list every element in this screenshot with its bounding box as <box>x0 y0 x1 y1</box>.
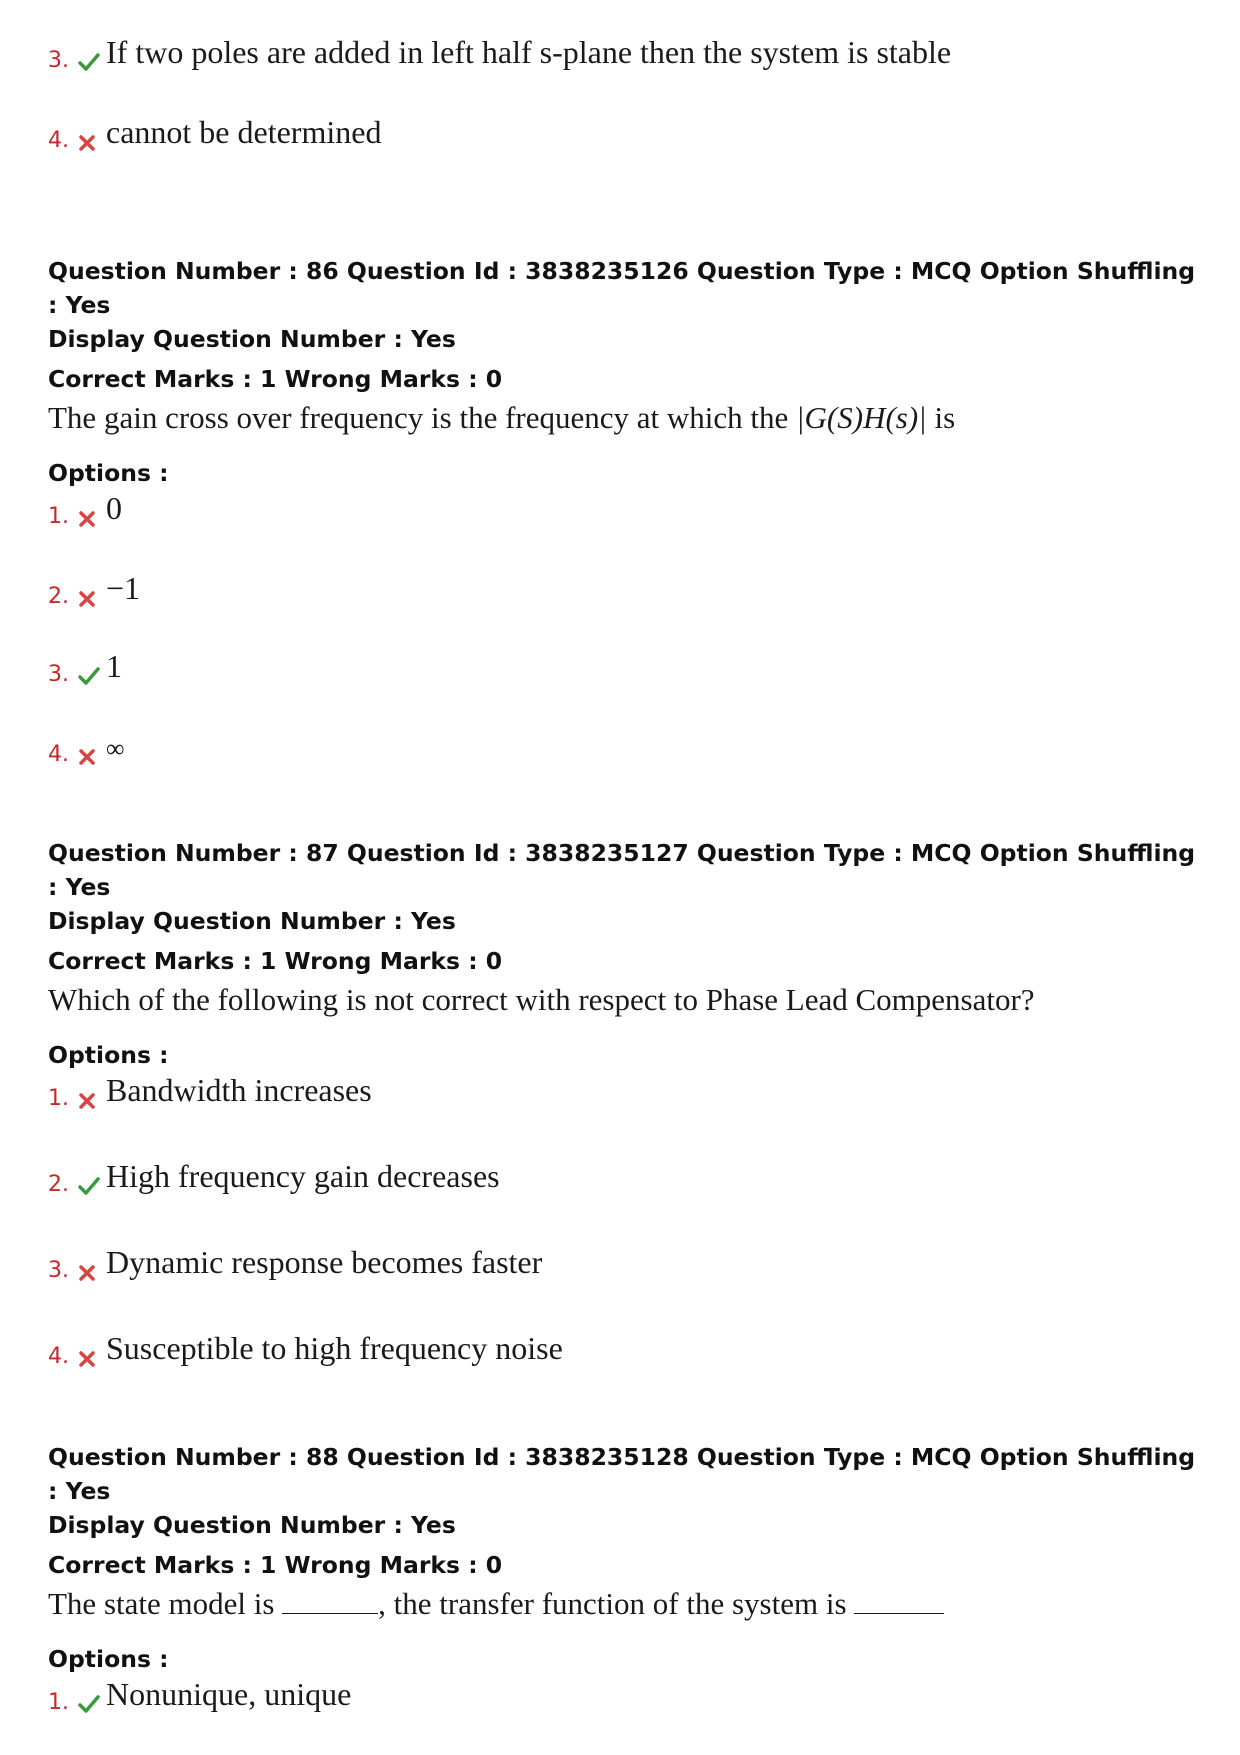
option-number: 3. <box>48 1258 69 1283</box>
question-text: The gain cross over frequency is the frequency at which the |G(S)H(s)| is <box>48 400 956 435</box>
option-row <box>48 110 1198 154</box>
option-text: Dynamic response becomes faster <box>106 1244 543 1280</box>
cross-icon <box>78 1252 106 1282</box>
options-label: Options : <box>48 1041 169 1069</box>
question-marks: Correct Marks : 1 Wrong Marks : 0 <box>48 1551 503 1579</box>
question-86 <box>48 254 1198 768</box>
option-text: 1 <box>106 648 122 684</box>
question-87 <box>48 836 1198 1370</box>
answer-blank <box>282 1587 378 1614</box>
math-expression: |G(S)H(s)| <box>796 400 927 435</box>
option-text: Susceptible to high frequency noise <box>106 1330 563 1366</box>
option-text: ∞ <box>106 734 125 763</box>
option-text: If two poles are added in left half s-plane then the system is stable <box>106 34 952 70</box>
question-display-number: Display Question Number : Yes <box>48 325 456 353</box>
cross-icon <box>78 736 106 766</box>
check-icon <box>78 1684 106 1714</box>
question-meta: Question Number : 88 Question Id : 3838235128 Question Type : MCQ Option Shuffling : Yes <box>48 1443 1196 1505</box>
check-icon <box>78 1166 106 1196</box>
option-text: 0 <box>106 490 122 526</box>
option-row <box>48 1326 1198 1370</box>
cross-icon <box>78 498 106 528</box>
option-row <box>48 1672 1198 1716</box>
option-row <box>48 724 1198 768</box>
prev-question-options <box>48 24 1198 154</box>
question-meta: Question Number : 87 Question Id : 3838235127 Question Type : MCQ Option Shuffling : Yes <box>48 839 1196 901</box>
option-row <box>48 566 1198 610</box>
option-number: 4. <box>48 742 69 767</box>
question-text: The state model is , the transfer function of the system is <box>48 1582 1198 1626</box>
cross-icon <box>78 578 106 608</box>
question-marks: Correct Marks : 1 Wrong Marks : 0 <box>48 947 503 975</box>
option-row <box>48 1068 1198 1112</box>
options-label: Options : <box>48 459 169 487</box>
option-number: 2. <box>48 1172 69 1197</box>
option-number: 4. <box>48 128 69 153</box>
option-row <box>48 644 1198 688</box>
option-row <box>48 24 1198 74</box>
option-number: 1. <box>48 1086 69 1111</box>
option-text: Bandwidth increases <box>106 1072 372 1108</box>
cross-icon <box>78 122 106 152</box>
question-marks: Correct Marks : 1 Wrong Marks : 0 <box>48 365 503 393</box>
check-icon <box>78 42 106 72</box>
option-text: −1 <box>106 570 141 606</box>
option-number: 2. <box>48 584 69 609</box>
option-number: 1. <box>48 504 69 529</box>
question-88 <box>48 1440 1198 1716</box>
question-text: Which of the following is not correct with respect to Phase Lead Compensator? <box>48 982 1035 1017</box>
option-text: cannot be determined <box>106 114 382 150</box>
option-number: 1. <box>48 1690 69 1715</box>
option-text: High frequency gain decreases <box>106 1158 500 1194</box>
option-text: Nonunique, unique <box>106 1676 352 1712</box>
option-number: 4. <box>48 1344 69 1369</box>
question-display-number: Display Question Number : Yes <box>48 907 456 935</box>
cross-icon <box>78 1080 106 1110</box>
question-display-number: Display Question Number : Yes <box>48 1511 456 1539</box>
cross-icon <box>78 1338 106 1368</box>
answer-blank <box>854 1587 944 1614</box>
option-number: 3. <box>48 48 69 73</box>
option-number: 3. <box>48 662 69 687</box>
question-meta: Question Number : 86 Question Id : 3838235126 Question Type : MCQ Option Shuffling : Yes <box>48 257 1196 319</box>
check-icon <box>78 656 106 686</box>
option-row <box>48 1240 1198 1284</box>
option-row <box>48 1154 1198 1198</box>
options-label: Options : <box>48 1645 169 1673</box>
option-row <box>48 486 1198 530</box>
